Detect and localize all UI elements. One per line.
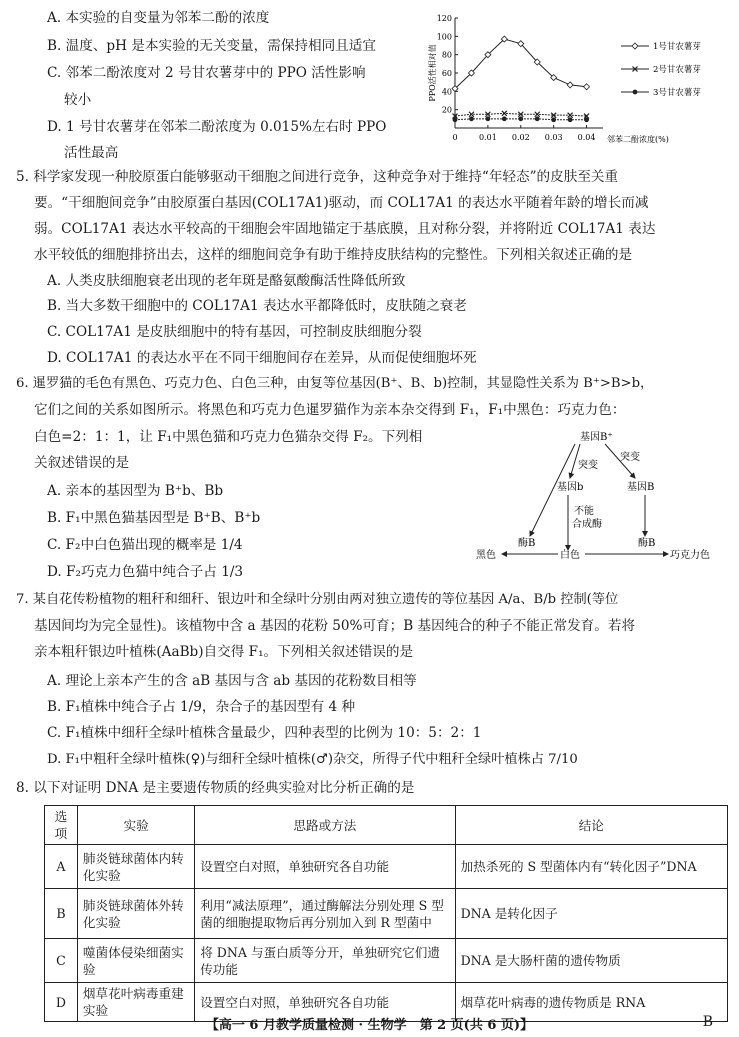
q6-option-a: A. 亲本的基因型为 B⁺b、Bb <box>47 483 224 499</box>
y-tick-label: 120 <box>436 14 452 23</box>
legend-label-3: 3号甘农薯芽 <box>653 88 701 98</box>
enzyme-b-label-2: 酶B <box>638 538 656 549</box>
cannot-label: 不能 <box>574 506 594 517</box>
x-axis-label: 邻苯二酚浓度(%) <box>607 135 669 144</box>
q4-option-c-cont: 较小 <box>64 92 92 108</box>
q5-option-d: D. COL17A1 的表达水平在不同干细胞间存在差异，从而促使细胞坏死 <box>47 350 477 366</box>
y-tick-label: 20 <box>441 105 452 115</box>
row-experiment: 肺炎链球菌体外转化实验 <box>77 889 194 939</box>
gene-B-label: 基因B <box>627 482 655 493</box>
q6-stem-1: 6. 暹罗猫的毛色有黑色、巧克力色、白色三种，由复等位基因(B⁺、B、b)控制，其显隐性关系为 B⁺>B>b， <box>16 376 654 391</box>
header-method: 思路或方法 <box>195 806 455 845</box>
q6-option-d: D. F₂巧克力色猫中纯合子占 1/3 <box>47 564 244 580</box>
q7-option-c: C. F₁植株中细秆全绿叶植株含量最少，四种表型的比例为 10：5：2：1 <box>47 725 482 741</box>
mutation-label-1: 突变 <box>578 460 598 471</box>
row-conclusion: 烟草花叶病毒的遗传物质是 RNA <box>455 983 727 1022</box>
series-3-point <box>469 116 474 121</box>
series-3-point <box>453 117 458 122</box>
row-conclusion: DNA 是转化因子 <box>455 889 727 939</box>
q4-option-d: D. 1 号甘农薯芽在邻苯二酚浓度为 0.015%左右时 PPO <box>47 119 387 135</box>
table-header-row <box>45 806 728 845</box>
x-tick-label: 0 <box>452 133 458 142</box>
legend-marker-3 <box>633 90 638 95</box>
q4-option-c: C. 邻苯二酚浓度对 2 号甘农薯芽中的 PPO 活性影响 <box>47 65 366 81</box>
mutation-label-2: 突变 <box>620 452 640 463</box>
table-row <box>45 939 728 983</box>
series-3-point <box>518 116 523 121</box>
row-experiment: 噬菌体侵染细菌实验 <box>77 939 194 983</box>
q4-option-a: A. 本实验的自变量为邻苯二酚的浓度 <box>47 10 270 26</box>
q7-stem-1: 7. 某自花传粉植物的粗秆和细秆、银边叶和全绿叶分别由两对独立遗传的等位基因 A/a、B/b 控制(等位 <box>16 592 619 607</box>
paper-version-mark: B <box>702 1014 713 1030</box>
gene-bplus-label: 基因B⁺ <box>580 432 613 443</box>
legend-label-1: 1号甘农薯芽 <box>653 42 701 52</box>
header-conclusion: 结论 <box>455 806 727 845</box>
white-label: 白色 <box>560 550 580 561</box>
x-tick-label: 0.02 <box>511 133 530 142</box>
row-option: B <box>45 889 78 939</box>
page-footer: 【高一 6 月教学质量检测 · 生物学 第 2 页(共 6 页)】 <box>205 1018 534 1033</box>
q7-option-a: A. 理论上亲本产生的含 aB 基因与含 ab 基因的花粉数目相等 <box>47 673 417 689</box>
synthesize-enzyme-label: 合成酶 <box>572 519 602 530</box>
series-3-point <box>502 116 507 121</box>
y-tick-label: 40 <box>441 87 452 97</box>
row-method: 利用“减法原理”，通过酶解法分别处理 S 型菌的细胞提取物后再分别加入到 R 型菌中 <box>195 889 455 939</box>
series-3-point <box>568 117 573 122</box>
series-3-point <box>535 116 540 121</box>
q5-stem-1: 5. 科学家发现一种胶原蛋白能够驱动干细胞之间进行竞争，这种竞争对于维持“年轻态”的皮肤至关重 <box>16 169 619 185</box>
row-conclusion: DNA 是大肠杆菌的遗传物质 <box>455 939 727 983</box>
q4-option-d-cont: 活性最高 <box>64 145 119 161</box>
q8-options-table <box>44 805 728 1022</box>
q5-option-b: B. 当大多数干细胞中的 COL17A1 表达水平都降低时，皮肤随之衰老 <box>47 298 467 314</box>
row-method: 设置空白对照，单独研究各自功能 <box>195 845 455 889</box>
legend-label-2: 2号甘农薯芽 <box>653 65 701 75</box>
q5-stem-3: 弱。COL17A1 表达水平较高的干细胞会牢固地锚定于基底膜，且对称分裂，并将附近 COL17A1 表达 <box>34 221 656 237</box>
q8-stem: 8. 以下对证明 DNA 是主要遗传物质的经典实验对比分析正确的是 <box>16 780 415 796</box>
x-tick-label: 0.04 <box>577 133 596 142</box>
header-experiment: 实验 <box>77 806 194 845</box>
q5-option-a: A. 人类皮肤细胞衰老出现的老年斑是酪氨酸酶活性降低所致 <box>47 273 406 289</box>
q5-option-c: C. COL17A1 是皮肤细胞中的特有基因，可控制皮肤细胞分裂 <box>47 324 422 340</box>
row-option: D <box>45 983 78 1022</box>
row-conclusion: 加热杀死的 S 型菌体内有“转化因子”DNA <box>455 845 727 889</box>
q6-option-c: C. F₂中白色猫出现的概率是 1/4 <box>47 537 243 553</box>
q6-option-b: B. F₁中黑色猫基因型是 B⁺B、B⁺b <box>47 510 261 526</box>
table-row <box>45 845 728 889</box>
row-method: 将 DNA 与蛋白质等分开，单独研究它们遗传功能 <box>195 939 455 983</box>
table-row <box>45 889 728 939</box>
series-3-point <box>551 117 556 122</box>
y-axis-label: PPO活性相对值 <box>428 44 437 102</box>
y-tick-label: 80 <box>441 50 452 60</box>
y-tick-label: 100 <box>436 32 452 42</box>
q6-stem-2: 它们之间的关系如图所示。将黑色和巧克力色暹罗猫作为亲本杂交得到 F₁，F₁中黑色：巧克力色： <box>34 402 626 418</box>
series-1-point <box>567 82 573 88</box>
gene-b-label: 基因b <box>557 482 584 493</box>
header-option: 选项 <box>45 806 78 845</box>
enzyme-b-label-1: 酶B <box>518 538 536 549</box>
series-3-point <box>485 116 490 121</box>
series-3-point <box>584 117 589 122</box>
q5-stem-2: 要。“干细胞间竞争”由胶原蛋白基因(COL17A1)驱动，而 COL17A1 的表达水平随着年龄的增长而减 <box>34 195 649 211</box>
black-label: 黑色 <box>476 550 496 561</box>
q7-option-b: B. F₁植株中纯合子占 1/9，杂合子的基因型有 4 种 <box>47 699 356 715</box>
q7-option-d: D. F₁中粗秆全绿叶植株(♀)与细秆全绿叶植株(♂)杂交，所得子代中粗秆全绿叶植株占 7/10 <box>47 752 578 767</box>
chocolate-label: 巧克力色 <box>670 550 710 561</box>
x-tick-label: 0.03 <box>544 133 563 142</box>
q7-stem-3: 亲本粗秆银边叶植株(AaBb)自交得 F₁。下列相关叙述错误的是 <box>34 644 414 660</box>
series-1-point <box>584 84 590 90</box>
row-option: C <box>45 939 78 983</box>
row-option: A <box>45 845 78 889</box>
q6-stem-3: 白色=2：1：1，让 F₁中黑色猫和巧克力色猫杂交得 F₂。下列相 <box>34 429 423 445</box>
q6-stem-4: 关叙述错误的是 <box>34 455 130 471</box>
row-experiment: 肺炎链球菌体内转化实验 <box>77 845 194 889</box>
q5-stem-4: 水平较低的细胞排挤出去，这样的细胞间竞争有助于维持皮肤结构的完整性。下列相关叙述正确的是 <box>34 247 633 263</box>
q4-option-b: B. 温度、pH 是本实验的无关变量，需保持相同且适宜 <box>47 38 376 54</box>
x-tick-label: 0.01 <box>478 133 497 142</box>
q7-stem-2: 基因间均为完全显性)。该植物中含 a 基因的花粉 50%可育；B 基因纯合的种子不能正常发育。若将 <box>34 618 636 634</box>
ppo-activity-chart <box>425 10 735 150</box>
y-tick-label: 60 <box>441 69 452 78</box>
row-experiment: 烟草花叶病毒重建实验 <box>77 983 194 1022</box>
row-method: 设置空白对照，单独研究各自功能 <box>195 983 455 1022</box>
legend-marker-1 <box>632 43 638 49</box>
coat-color-pathway-diagram <box>470 428 732 568</box>
